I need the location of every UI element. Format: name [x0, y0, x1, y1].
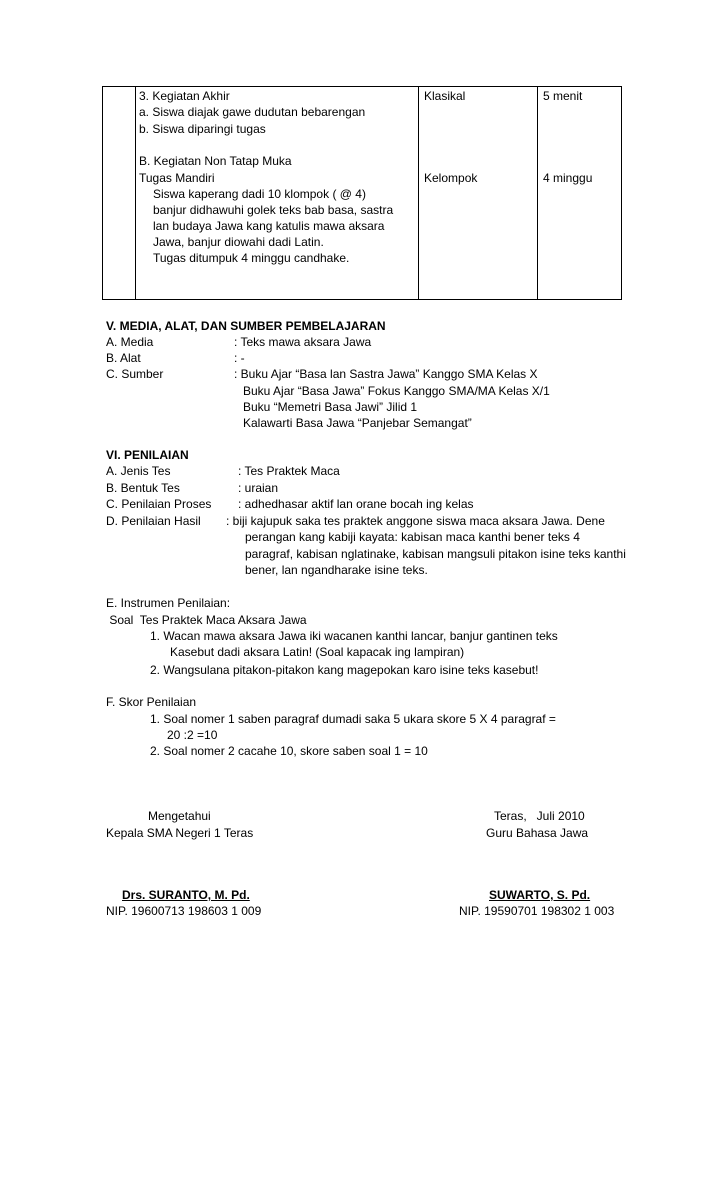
hasil-line: : biji kajupuk saka tes praktek anggone siswa maca aksara Jawa. Dene: [226, 514, 605, 528]
left-signature-nip: NIP. 19600713 198603 1 009: [106, 904, 262, 918]
media-value: : Teks mawa aksara Jawa: [234, 335, 372, 349]
activity-line: lan budaya Jawa kang katulis mawa aksara: [153, 219, 385, 233]
sumber-value: Kalawarti Basa Jawa “Panjebar Semangat”: [243, 416, 472, 430]
alat-value: : -: [234, 351, 245, 365]
hasil-label: D. Penilaian Hasil: [106, 514, 201, 528]
right-signature-role: Guru Bahasa Jawa: [486, 826, 589, 840]
left-signature-role: Kepala SMA Negeri 1 Teras: [106, 826, 254, 840]
proses-value: : adhedhasar aktif lan orane bocah ing kelas: [238, 497, 474, 511]
activity-line: B. Kegiatan Non Tatap Muka: [139, 154, 292, 168]
left-signature-top: Mengetahui: [148, 809, 211, 823]
media-label: A. Media: [106, 335, 154, 349]
bentuk-label: B. Bentuk Tes: [106, 481, 180, 495]
activity-line: Siswa kaperang dadi 10 klompok ( @ 4): [153, 187, 366, 201]
soal-item: 2. Wangsulana pitakon-pitakon kang magepokan karo isine teks kasebut!: [150, 663, 539, 677]
activity-line: b. Siswa diparingi tugas: [139, 122, 266, 136]
section5-heading: V. MEDIA, ALAT, DAN SUMBER PEMBELAJARAN: [106, 319, 386, 333]
hasil-line: perangan kang kabiji kayata: kabisan maca kanthi bener teks 4: [245, 530, 580, 544]
section6-heading: VI. PENILAIAN: [106, 448, 189, 462]
activity-line: Tugas ditumpuk 4 minggu candhake.: [153, 251, 350, 265]
jenis-value: : Tes Praktek Maca: [238, 464, 340, 478]
hasil-line: bener, lan ngandharake isine teks.: [245, 563, 428, 577]
instrumen-heading: E. Instrumen Penilaian:: [106, 596, 231, 610]
hasil-line: paragraf, kabisan nglatinake, kabisan mangsuli pitakon isine teks kanthi: [245, 547, 626, 561]
activity-line: Jawa, banjur diowahi dadi Latin.: [153, 235, 324, 249]
skor-item: 20 :2 =10: [167, 728, 218, 742]
right-signature-name: SUWARTO, S. Pd.: [489, 888, 591, 902]
table-column-divider: [537, 87, 538, 299]
sumber-label: C. Sumber: [106, 367, 164, 381]
activity-line: Tugas Mandiri: [139, 171, 215, 185]
right-signature-top: Teras, Juli 2010: [494, 809, 585, 823]
jenis-label: A. Jenis Tes: [106, 464, 171, 478]
table-column-divider: [418, 87, 419, 299]
skor-item: 2. Soal nomer 2 cacahe 10, skore saben soal 1 = 10: [150, 744, 428, 758]
soal-item: 1. Wacan mawa aksara Jawa iki wacanen kanthi lancar, banjur gantinen teks: [150, 629, 558, 643]
bentuk-value: : uraian: [238, 481, 279, 495]
activity-line: a. Siswa diajak gawe dudutan bebarengan: [139, 105, 366, 119]
sumber-value: Buku Ajar “Basa Jawa” Fokus Kanggo SMA/MA Kelas X/1: [243, 384, 550, 398]
left-signature-name: Drs. SURANTO, M. Pd.: [122, 888, 250, 902]
table-column-divider: [135, 87, 136, 299]
sumber-value: Buku “Memetri Basa Jawi” Jilid 1: [243, 400, 418, 414]
soal-title: Soal Tes Praktek Maca Aksara Jawa: [106, 613, 307, 627]
row2-mode: Kelompok: [424, 171, 478, 185]
skor-heading: F. Skor Penilaian: [106, 695, 197, 709]
activity-line: 3. Kegiatan Akhir: [139, 89, 230, 103]
row1-time: 5 menit: [543, 89, 583, 103]
right-signature-nip: NIP. 19590701 198302 1 003: [459, 904, 615, 918]
soal-item: Kasebut dadi aksara Latin! (Soal kapacak ing lampiran): [170, 645, 465, 659]
activity-line: banjur didhawuhi golek teks bab basa, sastra: [153, 203, 394, 217]
row1-mode: Klasikal: [424, 89, 466, 103]
alat-label: B. Alat: [106, 351, 141, 365]
skor-item: 1. Soal nomer 1 saben paragraf dumadi saka 5 ukara skore 5 X 4 paragraf =: [150, 712, 556, 726]
row2-time: 4 minggu: [543, 171, 593, 185]
proses-label: C. Penilaian Proses: [106, 497, 212, 511]
sumber-value: : Buku Ajar “Basa lan Sastra Jawa” Kanggo SMA Kelas X: [234, 367, 538, 381]
